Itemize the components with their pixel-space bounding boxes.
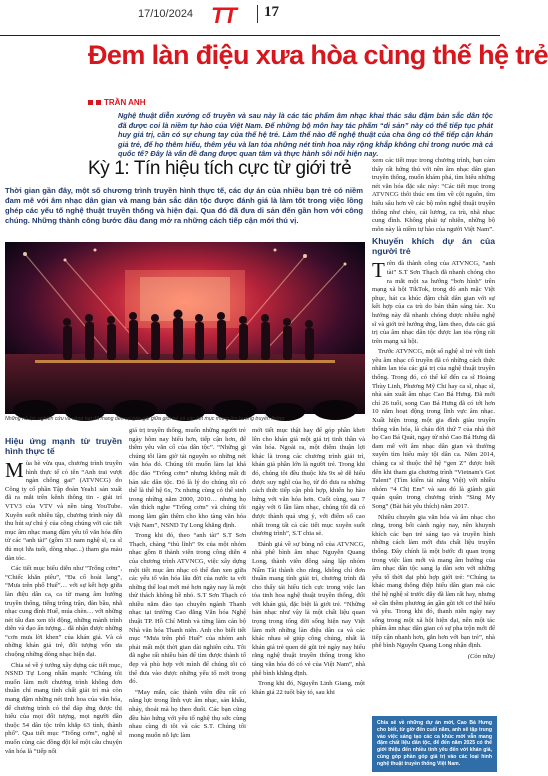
article-column-2 — [129, 427, 246, 742]
to-be-continued: (Còn nữa) — [467, 653, 495, 661]
article-paragraph: Trước ATVNCG, một số nghệ sĩ trẻ với tình yêu âm nhạc cổ truyền đã có những cách thức nhằm lan tỏa các giá trị của nghệ thuật truyền thống. Trong đó, có thể kể đến ca sĩ Hoàng Thùy Linh, Phương Mỹ Chi hay ca sĩ, nhạc sĩ, nhà sản xuất âm nhạc Cao Bá Hưng. Đã mới chỉ 26 tuổi, song Cao Bá Hưng đã có tới hơn 10 năm hoạt động trong lĩnh vực âm nhạc. Xuất hiện trong một gia đình giàu truyền thống văn hóa, là cháu đời thứ 7 của nhà thờ họ Cao Bá Quát, ngay từ nhỏ Cao Bá Hưng đã đam mê với âm nhạc dân gian và thường xuyên tìm hiểu mày tội dân ca. Năm 2014, chàng ca sĩ thuộc thế hệ “gen Z” được biết đến khi tham gia chương trình “Vietnam's Got Talent” (Tìm kiếm tài năng Việt) với nhiều nhóm “4 Chị Em” và sau đó là giành giải quán quân trong chương trình “Sing My Song” (Bài hát yêu thích) năm 2017. — [372, 348, 495, 510]
article-paragraph — [5, 460, 122, 563]
article-paragraph: “May mắn, các thành viên đều rất có năng lực trong lĩnh vực âm nhạc, sản khấu, nhảy, thoát mà họ theo đuổi. Các bạn cũng đều hào hứng với yêu tố nghệ thụ sức cùng nhau cùng đi tôi và các S.T. Chúng tôi mong muốn nỗ lực làm — [129, 688, 246, 739]
article-column-3 — [252, 427, 365, 699]
info-box: Chia sẻ về những dự án mới, Cao Bá Hưng cho biết, từ giờ đến cuối năm, anh sẽ tập trung vào việc sáng tạo các ca khúc mới vẫn mang đậm chất liệu dân tộc, để đến năm 2025 có thể giới thiệu đến nhiều tỉnh yêu đến với khán giả, cùng góp phần góp giá trị vào các loại hình nghệ thuật truyền thống Việt Nam. — [372, 716, 497, 772]
article-paragraph: xem các tiết mục trong chương trình, bạn cảm thấy rất hứng thú với nền âm nhạc dân gian truyền thống, muốn khám phá, tìm hiểu những nét văn hóa đặc sắc này: “Các tiết mục trong ATVNCG thôi thúc em tìm về cội nguồn, tìm hiểu sâu hơn về các bộ môn nghệ thuật truyền thống như chèo, cải lương, ca trù, nhã nhạc cung đình. Không phải tự nhiên, những bộ môn này là niềm tự hào của người Việt Nam”. — [372, 157, 495, 233]
article-column-1 — [5, 434, 122, 758]
byline-marker-icon — [96, 100, 101, 105]
article-column-4 — [372, 157, 495, 664]
article-paragraph: Nhiều chuyên gia văn hóa và âm nhạc cho rằng, trong bối cảnh ngày nay, nền khuynh khích các bạn trẻ sáng tạo và truyền hình những cách làm mới đưa chất liệu truyền thống. Đây chính là một bước đi quan trọng trong việc làm mới và mang âm hưởng của âm nhạc dân tộc sang lạ dàn sơn với những yếu tố thời đại phù hợp giới trẻ: “Chúng ta khác mang thông điệp hiểu dân gian mà các thể hệ nghệ sĩ trước đây đã làm rất hay, nhưng sẽ cần thêm phương án gần gũi tới cơ thể hiểu và yêu. Trong khi đó, thanh niên ngày nay sống trong một xã hội hiện đại, nên một tác phẩm âm nhạc dân gian có sự pha trộn mới để tiếp cận nhanh hơn, gắn hơn với bạn trẻ”, nhà phê bình Nguyễn Quang Long nhận định. — [372, 513, 495, 650]
article-paragraph: Chia sẻ về ý tưởng xây dựng các tiết mục, NSND Tự Long nhấn mạnh: “Chúng tôi muốn làm mới chương trình không đơn thuần chỉ mang tính chất giải trí mà còn mang đậm những nét tinh hoa của văn hóa, để chương trình có thể đáp ứng được thị hiếu của mọi đối tượng, mọi người dân thuộc 54 dân tộc trên khắp 63 tỉnh, thành phố”. Qua tiết mục “Trống cơm”, nghệ sĩ muốn cùng các đồng đội kể một câu chuyện văn hóa là “tiếp nối — [5, 661, 122, 755]
article-paragraph — [372, 260, 495, 346]
masthead-divider — [257, 5, 258, 23]
paragraph-text: ùa hè vừa qua, chương trình truyền hình thực tế có tên “Anh trai vượt ngàn chông gai” (ATVNCG) do Công ty cổ phần Tập đoàn Yeah1 sản xuất đã ra mắt trên kênh thông tin - giải trí VTV3 của VTV và nền tảng YouTube. Xuyên suốt nhiều tập, chương trình này đã thu hút sự chú ý của công chúng với các tiết mục âm nhạc mang đậm yếu tố văn hóa đến từ các “anh tài” (gồm 33 nam nghệ sĩ, ca sĩ đủ mọi lứa tuổi, dòng nhạc...) tham gia màu dàn tóc. — [5, 460, 122, 562]
drop-cap: M — [5, 458, 24, 482]
photo-caption: Những nỗ lực nghiên cứu và sáng tạo đã mang đến sự gần gũi giữa giới trẻ và các tiết mục mang âm hưởng truyền thống. — [5, 416, 286, 422]
masthead — [0, 0, 500, 36]
article-paragraph: Các tiết mục biểu diễn như “Trống cơm”, “Chiếc khăn piêu”, “Đa cổ hoài lang”, “Mưa trên phố Huế”… với sự kết hợp giữa làn điệu dân ca, ca từ mang âm hưởng truyền thống, tiếng trống trận, đàn bầu, nhã nhạc cung đình Huế, múa chèn… với những nét tấu đan xen tôi động, những mảnh trình diễn và đạo ấn tượng... đã nhận được những “cơn mưa lời khen” của khán giả. Và cả những khán giả trẻ, đối tượng vốn ưa chuộng những dòng nhạc hiện đại. — [5, 565, 122, 659]
drop-cap: T — [372, 258, 385, 283]
article-paragraph: Đánh giá về sự bùng nổ của ATVNCG, nhà phê bình âm nhạc Nguyễn Quang Long, thành viên đồng sáng lập nhóm Nấm Tài thành cho rằng, không chỉ đơn thuần mang tính giải trí, chương trình đã cho thấy tái hiểu tích cực trong việc lan tỏa tinh hoa nghệ thuật truyền thống, đối với khán giả, đặc biệt là giới trẻ. “Những bản nhạc như vậy là một chất liệu quan trọng trong tổng đời sống hiện nay Việt làm mới những làn điệu dân ca và các khác nhau sẽ giúp công chúng, nhất là khán giả trẻ quen dẻ gũi trẻ ngày nay hiểu rằng nghệ thuật truyền thống trong kho tàng văn hóa đó có vẻ của Việt Nam”, nhà phê bình khẳng định. — [252, 540, 365, 677]
issue-date: 17/10/2024 — [138, 8, 194, 20]
section-subhead: Khuyến khích dự án của người trẻ — [372, 236, 495, 257]
series-title: Kỳ 1: Tín hiệu tích cực từ giới trẻ — [88, 158, 352, 179]
newspaper-logo: TT — [211, 3, 236, 28]
paragraph-text: rên đà thành công của ATVNCG, “anh tài” S.T Sơn Thạch đã nhanh chóng cho ra mắt một xa hướng “bơn hình” trên mạng xã hội TikTok, trong đó anh mặc Việt phục, hát ca khúc đậm chất dân gian với sự kết hợp của ca trù do bản thân sáng tác. Xu hướng này đã nhanh chóng được nhiều nghệ sĩ và giới trẻ hưởng ứng, làm theo, đưa các giá trị của âm nhạc dân tộc được lan tỏa rộng rãi trên mạng xã hội. — [372, 260, 495, 345]
concert-photo — [5, 242, 365, 414]
byline — [88, 98, 145, 107]
lead-paragraph: Thời gian gần đây, một số chương trình truyền hình thực tế, các dự án của nhiều bạn trẻ có niềm đam mê với âm nhạc dân gian và mang bản sắc dân tộc được đánh giá là làm tốt trong việc lồng ghép các yếu tố nghệ thuật truyền thống và hiện đại. Qua đó đã đưa di sản đến gần hơn với công chúng. Những thành công bước đầu đang mở ra những cách tiếp cận mới thú vị. — [5, 186, 363, 225]
article-paragraph: Trong khi đó, Nguyễn Linh Giang, một khán giả 22 tuổi bày tỏ, sau khi — [252, 680, 365, 696]
article-paragraph: giá trị truyền thống, muốn những người trẻ ngày hôm nay hiểu hơn, tiếp cận hơn, để thêm yêu văn cổ của dân tộc”. “Những gì chúng tôi làm giờ tải nguyên so những nét văn hóa đó. Chúng tôi muốn làm lại khá độc đáo “Trống cơm” nhưng không mất đi bản sắc dân tộc. Đó là lý do chúng tôi có thể là thế hệ 6x, 7x nhưng cùng có thể sinh trong những năm 2000, 2010… nhưng họ vẫn thích nghe “Trống cơm” và chúng tôi mong làm gần thêm cho kho tàng văn hóa Việt Nam”, NSND Tự Long khẳng định. — [129, 427, 246, 529]
headline: Đem làn điệu xưa hòa cùng thế hệ trẻ — [88, 40, 548, 70]
sapo-intro: Nghệ thuật diễn xướng cổ truyền và sau này là các tác phẩm âm nhạc khai thác sâu đậm bản sắc dân tộc đã được coi là niềm tự hào của Việt Nam. Để những bộ môn hay tác phẩm “di sản” này có thể tiếp tục phát huy giá trị, cần có sự chung tay của thế hệ trẻ. Làm thế nào để nghệ thuật của cha ông có thể tiếp cận khán giả trẻ, để họ thêm hiểu, thêm yêu và lan tỏa những nét tinh hoa này rộng khắp không chỉ trong nước mà cả quốc tế? Đây là vấn đề đang được quan tâm và thực hành sôi nổi hiện nay. — [118, 111, 493, 159]
section-subhead: Hiệu ứng mạnh từ truyền hình thực tế — [5, 436, 122, 456]
article-paragraph: mới tiết mục thật hay để góp phần khơi lên cho khán giả một giá trị tinh thần và văn hóa. Ngoài ra, một điểm thuận lợi khác là trong các chương trình giải trí, khán giả phần lớn là người trẻ. Trong khi đó, chúng tôi đều thuộc lứa 9x sẽ dễ hiểu được suy nghĩ của họ, từ đó đưa ra những cách thức tiếp cận phù hợp, khiến họ hào hứng với văn hóa hơn. Cuối cùng, sau 7 ngày với 6 lần làm nhạc, chúng tôi đã có được thành quả ưng ý, với điểm số cao nhất trong tất cả các tiết mục xuyên suốt chương trình”, S.T chia sẻ. — [252, 427, 365, 538]
author-name: TRẦN ANH — [104, 98, 146, 107]
concert-stage-illustration — [5, 242, 365, 414]
byline-marker-icon — [88, 100, 93, 105]
article-paragraph: Trong khi đó, theo “anh tài” S.T Sơn Thạch, chàng “thủ lĩnh” 9x của một nhóm nhạc gồm 8 thành viên trong công diễn 4 của chương trình ATVNCG, việc xây dựng một tiết mục âm nhạc có thể đan xen giữa các yếu tố văn hóa lâu đời của nước ta với những thể loại mới mẻ hơn ngày nay là một thử thách không hề nhỏ. S.T Sơn Thạch có nhiều năm đào tạo chuyên ngành Thanh nhạc tại trường Cao đẳng Văn hóa Nghệ thuật TP. Hồ Chí Minh và từng làm cán bộ Nhà văn hóa Thanh niên. Anh cho biết tiết mục “Mưa trên phố Huế” của nhóm anh phải mất một thời gian dài nghiên cứu. Tôi đã nghe rất nhiều bản để tìm được thành tố đẹp và phù hợp với mình để chúng tôi có thể đưa vào được những yếu tố mới trong đó. — [129, 532, 246, 686]
page-number: 17 — [264, 4, 279, 20]
